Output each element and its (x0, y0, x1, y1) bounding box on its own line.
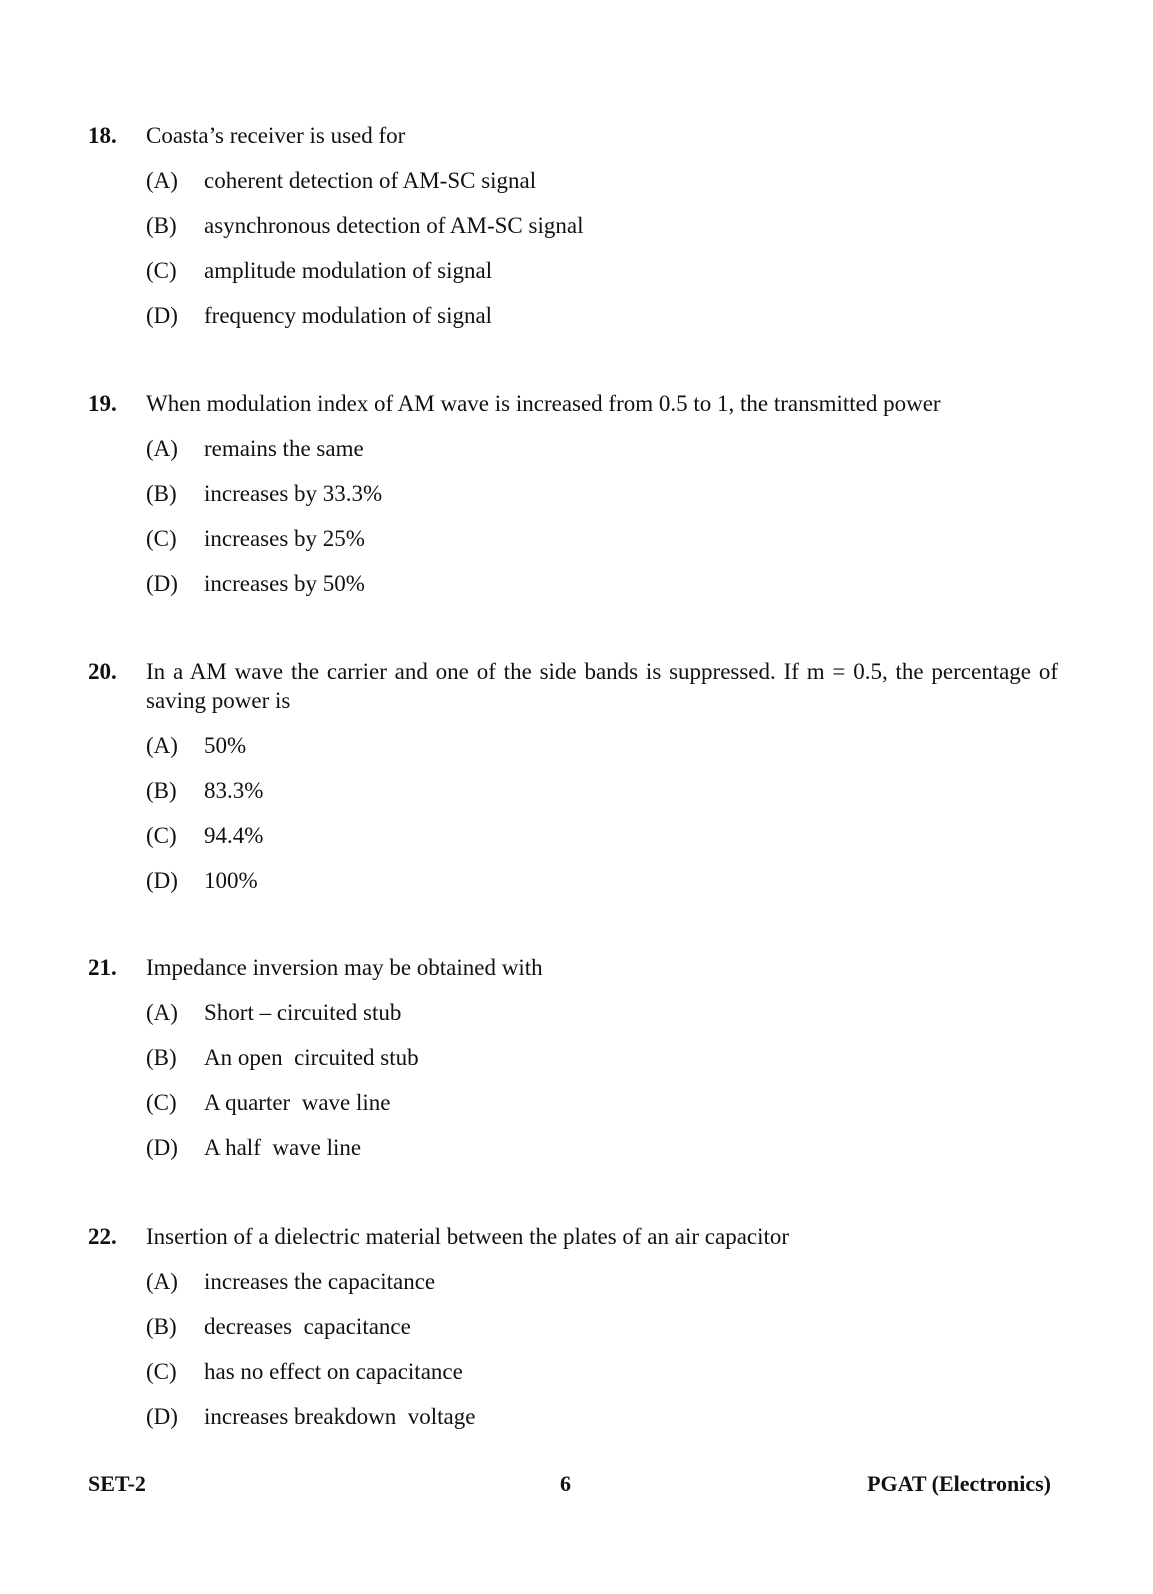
option-letter: (A) (146, 733, 178, 758)
option-text: 50% (204, 733, 247, 758)
option-text: Short – circuited stub (204, 1000, 402, 1025)
question-text: Insertion of a dielectric material between the plates of an air capacitor (146, 1224, 790, 1249)
option-text: remains the same (204, 436, 364, 461)
option-text: frequency modulation of signal (204, 303, 493, 328)
page-number: 6 (560, 1471, 571, 1496)
subject-label: PGAT (Electronics) (867, 1471, 1051, 1496)
option-b (146, 1312, 1058, 1357)
option-a (146, 434, 1058, 479)
option-text: A half wave line (204, 1135, 362, 1160)
option-c (146, 524, 1058, 569)
option-text: asynchronous detection of AM-SC signal (204, 213, 584, 238)
option-a (146, 731, 1058, 776)
option-text: increases by 33.3% (204, 481, 383, 506)
option-b (146, 776, 1058, 821)
option-c (146, 256, 1058, 301)
option-c (146, 1088, 1058, 1133)
option-text: increases breakdown voltage (204, 1404, 476, 1429)
set-label: SET-2 (88, 1471, 146, 1496)
question-19 (88, 389, 1058, 614)
option-letter: (B) (146, 1314, 177, 1339)
option-list (146, 998, 1058, 1178)
option-letter: (A) (146, 1269, 178, 1294)
option-letter: (B) (146, 778, 177, 803)
page-footer (88, 1471, 1051, 1501)
option-d (146, 301, 1058, 346)
option-a (146, 166, 1058, 211)
option-letter: (C) (146, 526, 177, 551)
option-c (146, 821, 1058, 866)
option-text: 83.3% (204, 778, 264, 803)
option-text: coherent detection of AM-SC signal (204, 168, 537, 193)
question-text: Coasta’s receiver is used for (146, 123, 406, 148)
option-text: amplitude modulation of signal (204, 258, 493, 283)
question-number: 19. (88, 391, 117, 416)
option-c (146, 1357, 1058, 1402)
option-b (146, 479, 1058, 524)
option-d (146, 569, 1058, 614)
option-letter: (C) (146, 823, 177, 848)
option-letter: (A) (146, 1000, 178, 1025)
question-22 (88, 1222, 1058, 1447)
option-list (146, 166, 1058, 346)
question-text: When modulation index of AM wave is increased from 0.5 to 1, the transmitted power (146, 391, 941, 416)
option-list (146, 731, 1058, 911)
option-text: 94.4% (204, 823, 264, 848)
question-number: 18. (88, 123, 117, 148)
option-d (146, 866, 1058, 911)
question-18 (88, 121, 1058, 346)
option-b (146, 1043, 1058, 1088)
question-number: 22. (88, 1224, 117, 1249)
option-text: has no effect on capacitance (204, 1359, 463, 1384)
option-text: increases by 25% (204, 526, 365, 551)
question-21 (88, 953, 1058, 1178)
option-text: 100% (204, 868, 258, 893)
question-text: Impedance inversion may be obtained with (146, 955, 543, 980)
option-text: decreases capacitance (204, 1314, 411, 1339)
option-letter: (D) (146, 571, 178, 596)
option-letter: (C) (146, 1359, 177, 1384)
option-d (146, 1402, 1058, 1447)
option-letter: (D) (146, 868, 178, 893)
question-number: 21. (88, 955, 117, 980)
option-list (146, 434, 1058, 614)
option-letter: (C) (146, 1090, 177, 1115)
option-letter: (A) (146, 168, 178, 193)
option-text: increases by 50% (204, 571, 365, 596)
option-letter: (C) (146, 258, 177, 283)
option-a (146, 998, 1058, 1043)
option-letter: (B) (146, 1045, 177, 1070)
question-text: In a AM wave the carrier and one of the side bands is suppressed. If m = 0.5, the percentage of saving power is (146, 659, 1058, 713)
option-text: An open circuited stub (204, 1045, 419, 1070)
option-d (146, 1133, 1058, 1178)
option-b (146, 211, 1058, 256)
option-text: A quarter wave line (204, 1090, 391, 1115)
option-list (146, 1267, 1058, 1447)
option-letter: (D) (146, 1404, 178, 1429)
option-letter: (B) (146, 213, 177, 238)
option-text: increases the capacitance (204, 1269, 436, 1294)
option-letter: (A) (146, 436, 178, 461)
option-letter: (D) (146, 303, 178, 328)
option-letter: (D) (146, 1135, 178, 1160)
option-a (146, 1267, 1058, 1312)
question-20 (88, 657, 1058, 911)
question-number: 20. (88, 659, 117, 684)
option-letter: (B) (146, 481, 177, 506)
